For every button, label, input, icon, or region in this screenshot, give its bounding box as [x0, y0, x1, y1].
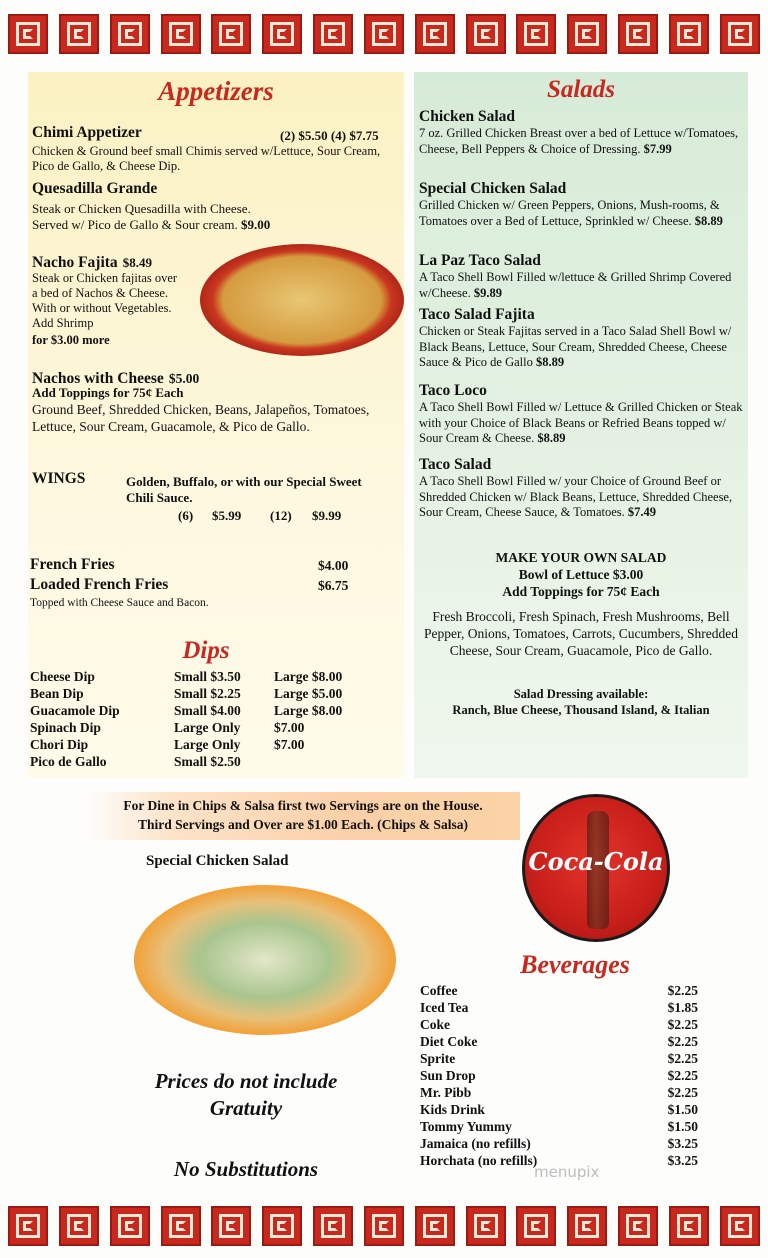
quesadilla-name: Quesadilla Grande	[32, 180, 158, 197]
substitutions-note: No Substitutions	[173, 1157, 319, 1181]
wings-desc: Golden, Buffalo, or with our Special Sweet Chili Sauce.	[126, 474, 362, 505]
nacho-fajita-heading	[32, 252, 152, 272]
border-tile	[211, 1206, 251, 1246]
coca-cola-logo	[522, 794, 670, 942]
make-own-bowl: Bowl of Lettuce $3.00	[518, 567, 644, 582]
dip-row	[30, 736, 384, 753]
beverage-row	[420, 1101, 698, 1118]
salad-desc-row	[419, 270, 745, 301]
border-tile	[415, 1206, 455, 1246]
loaded-fries-desc: Topped with Cheese Sauce and Bacon.	[30, 597, 209, 609]
border-tile	[59, 1206, 99, 1246]
dip-small: Small $2.25	[174, 686, 241, 701]
salad-desc-row	[419, 126, 745, 157]
salad-item	[419, 180, 745, 229]
border-tile	[262, 1206, 302, 1246]
salad-desc: Chicken or Steak Fajitas served in a Taco Salad Shell Bowl w/ Black Beans, Lettuce, Sour Cream, Shredded Cheese, Cheese Sauce & Pico de Gallo	[419, 324, 732, 369]
fries-price: $4.00	[318, 558, 349, 573]
make-own-list: Fresh Broccoli, Fresh Spinach, Fresh Mushrooms, Bell Pepper, Onions, Tomatoes, Carrots, Cucumbers, Shredded Cheese, Sour Cream, Guacamole, Pico de Gallo.	[424, 609, 738, 658]
make-own-title: MAKE YOUR OWN SALAD	[495, 550, 667, 565]
dip-large	[274, 753, 384, 770]
beverage-row	[420, 1016, 698, 1033]
border-tile	[364, 14, 404, 54]
gratuity-note	[110, 1068, 382, 1122]
salad-item	[419, 108, 745, 157]
wings-size-12: (12)	[270, 508, 292, 523]
appetizers-panel	[28, 72, 404, 778]
chips-salsa-banner	[86, 792, 520, 840]
beverage-row	[420, 1067, 698, 1084]
fries-name: French Fries	[30, 556, 115, 573]
nachos-cheese-desc: Ground Beef, Shredded Chicken, Beans, Jalapeños, Tomatoes, Lettuce, Sour Cream, Guacamole, & Pico de Gallo.	[32, 402, 370, 434]
wings-size-6: (6)	[178, 508, 194, 523]
border-tile	[466, 1206, 506, 1246]
salads-title: Salads	[546, 76, 616, 103]
salad-item	[419, 456, 745, 521]
nachos-cheese-toppings: Add Toppings for 75¢ Each	[32, 385, 184, 400]
beverage-name: Sun Drop	[420, 1068, 476, 1083]
border-tile	[466, 14, 506, 54]
border-tile	[313, 1206, 353, 1246]
beverage-price: $1.50	[667, 1102, 698, 1117]
beverages-table	[420, 982, 698, 1169]
nacho-fajita-price: $8.49	[122, 255, 153, 270]
watermark: menupix	[534, 1163, 600, 1181]
beverage-name: Mr. Pibb	[420, 1085, 472, 1100]
wings-price-6: $5.99	[212, 508, 242, 523]
beverage-price: $2.25	[667, 1068, 698, 1083]
border-tile	[669, 14, 709, 54]
dressing-list: Ranch, Blue Cheese, Thousand Island, & Italian	[452, 703, 710, 717]
beverage-row	[420, 1033, 698, 1050]
dip-small: Large Only	[174, 737, 241, 752]
salad-item	[419, 382, 745, 447]
dip-row	[30, 702, 384, 719]
salad-name: La Paz Taco Salad	[419, 252, 541, 269]
wings-name: WINGS	[32, 470, 86, 487]
beverage-name: Iced Tea	[420, 1000, 469, 1015]
appetizers-title: Appetizers	[158, 76, 274, 106]
salad-name: Taco Salad	[419, 456, 492, 473]
salad-desc-row	[419, 324, 745, 371]
beverage-price: $1.50	[667, 1119, 698, 1134]
border-tile	[720, 1206, 760, 1246]
salad-price: $8.89	[536, 355, 565, 369]
dip-name: Bean Dip	[30, 686, 84, 701]
gratuity-line-1: Prices do not include	[154, 1069, 338, 1093]
border-tile	[8, 14, 48, 54]
salad-desc: 7 oz. Grilled Chicken Breast over a bed of Lettuce w/Tomatoes, Cheese, Bell Peppers & Choice of Dressing.	[419, 126, 739, 156]
beverage-name: Jamaica (no refills)	[420, 1136, 531, 1151]
beverage-price: $2.25	[667, 1034, 698, 1049]
beverage-price: $3.25	[667, 1153, 698, 1168]
beverage-name: Coffee	[420, 983, 458, 998]
salad-price: $8.89	[537, 431, 566, 445]
border-tile	[618, 14, 658, 54]
beverage-price: $1.85	[667, 1000, 698, 1015]
beverage-name: Horchata (no refills)	[420, 1153, 538, 1168]
beverage-row	[420, 1050, 698, 1067]
beverage-price: $2.25	[667, 983, 698, 998]
border-tile	[161, 1206, 201, 1246]
special-chicken-salad-photo	[134, 885, 396, 1035]
beverages-title: Beverages	[520, 950, 630, 979]
beverage-name: Coke	[420, 1017, 450, 1032]
border-tile	[720, 14, 760, 54]
beverage-name: Tommy Yummy	[420, 1119, 512, 1134]
border-tile	[59, 14, 99, 54]
border-tile	[567, 14, 607, 54]
salad-name: Chicken Salad	[419, 108, 516, 125]
dip-row	[30, 753, 384, 770]
dips-title: Dips	[182, 637, 230, 664]
beverage-row	[420, 1135, 698, 1152]
quesadilla-price: $9.00	[241, 217, 271, 232]
salad-desc: Grilled Chicken w/ Green Peppers, Onions, Mush-rooms, & Tomatoes over a Bed of Lettuce, Sprinkled w/ Cheese.	[419, 198, 720, 228]
salad-desc: A Taco Shell Bowl Filled w/ Lettuce & Grilled Chicken or Steak with your Choice of Black Beans or Refried Beans topped w/ Sour Cream & Cheese.	[419, 400, 743, 445]
border-tile	[415, 14, 455, 54]
beverage-row	[420, 1084, 698, 1101]
beverage-price: $3.25	[667, 1136, 698, 1151]
border-tile	[110, 14, 150, 54]
dressing-block	[414, 686, 748, 718]
beverage-price: $2.25	[667, 1051, 698, 1066]
border-tile	[262, 14, 302, 54]
salad-desc-row	[419, 400, 745, 447]
salad-desc-row	[419, 198, 745, 229]
dip-small: Small $4.00	[174, 703, 241, 718]
border-tile	[669, 1206, 709, 1246]
dip-large: Large $8.00	[274, 669, 343, 684]
quesadilla-desc1: Steak or Chicken Quesadilla with Cheese.	[32, 201, 251, 216]
dip-name: Guacamole Dip	[30, 703, 120, 718]
nacho-fajita-extra: for $3.00 more	[32, 333, 110, 347]
border-tile	[110, 1206, 150, 1246]
chips-line-1: For Dine in Chips & Salsa first two Servings are on the House.	[123, 798, 483, 813]
photo-caption: Special Chicken Salad	[146, 853, 289, 869]
dip-row	[30, 719, 384, 736]
dip-large: Large $5.00	[274, 686, 343, 701]
top-border	[0, 14, 768, 58]
salad-name: Taco Salad Fajita	[419, 306, 535, 323]
salad-name: Taco Loco	[419, 382, 487, 399]
loaded-fries-name: Loaded French Fries	[30, 576, 169, 593]
border-tile	[516, 14, 556, 54]
beverage-name: Sprite	[420, 1051, 456, 1066]
salad-price: $7.99	[643, 141, 672, 156]
salad-item	[419, 306, 745, 371]
dip-row	[30, 685, 384, 702]
salad-desc-row	[419, 474, 745, 521]
beverage-row	[420, 982, 698, 999]
nacho-fajita-name: Nacho Fajita	[32, 254, 118, 271]
beverage-name: Kids Drink	[420, 1102, 485, 1117]
dip-name: Cheese Dip	[30, 669, 95, 684]
quesadilla-desc2-row	[32, 217, 270, 233]
salad-price: $7.49	[627, 505, 657, 519]
dip-small: Large Only	[174, 720, 241, 735]
salad-item	[419, 252, 745, 301]
dip-large: Large $8.00	[274, 703, 343, 718]
make-own-toppings: Add Toppings for 75¢ Each	[502, 584, 660, 599]
loaded-fries-price: $6.75	[318, 578, 349, 593]
border-tile	[161, 14, 201, 54]
beverage-row	[420, 1118, 698, 1135]
quesadilla-desc2: Served w/ Pico de Gallo & Sour cream.	[32, 217, 238, 232]
dip-small: Small $3.50	[174, 669, 241, 684]
border-tile	[8, 1206, 48, 1246]
border-tile	[516, 1206, 556, 1246]
border-tile	[567, 1206, 607, 1246]
border-tile	[211, 14, 251, 54]
dip-large: $7.00	[274, 737, 305, 752]
nacho-fajita-photo	[200, 244, 404, 356]
beverage-price: $2.25	[667, 1017, 698, 1032]
border-tile	[364, 1206, 404, 1246]
beverage-price: $2.25	[667, 1085, 698, 1100]
beverage-name: Diet Coke	[420, 1034, 478, 1049]
nachos-cheese-name: Nachos with Cheese	[32, 370, 164, 387]
nacho-fajita-desc: Steak or Chicken fajitas over a bed of Nachos & Cheese. With or without Vegetables. Add Shrimp	[32, 271, 178, 330]
wings-price-12: $9.99	[312, 508, 342, 523]
salad-desc: A Taco Shell Bowl Filled w/lettuce & Grilled Shrimp Covered w/Cheese.	[419, 270, 732, 300]
dip-small: Small $2.50	[174, 754, 241, 769]
chimi-name: Chimi Appetizer	[32, 124, 142, 141]
salad-price: $9.89	[473, 285, 502, 300]
dip-large: $7.00	[274, 720, 305, 735]
dip-name: Spinach Dip	[30, 720, 101, 735]
coke-logo-text: Coca-Cola	[528, 847, 664, 876]
chips-line-2: Third Servings and Over are $1.00 Each. (Chips & Salsa)	[138, 817, 468, 832]
make-own-block	[414, 549, 748, 600]
dip-name: Pico de Gallo	[30, 754, 107, 769]
border-tile	[313, 14, 353, 54]
salads-panel	[414, 72, 748, 778]
beverage-row	[420, 999, 698, 1016]
salad-name: Special Chicken Salad	[419, 180, 567, 197]
salad-price: $8.89	[694, 213, 723, 228]
dips-table	[30, 668, 384, 770]
chimi-desc: Chicken & Ground beef small Chimis served w/Lettuce, Sour Cream, Pico de Gallo, & Cheese Dip.	[32, 144, 381, 173]
dip-row	[30, 668, 384, 685]
salad-desc: A Taco Shell Bowl Filled w/ your Choice of Ground Beef or Shredded Chicken w/ Black Beans, Lettuce, Shredded Cheese, Sour Cream, Cheese Sauce, & Tomatoes.	[419, 474, 733, 519]
dip-name: Chori Dip	[30, 737, 89, 752]
border-tile	[618, 1206, 658, 1246]
dressing-title: Salad Dressing available:	[513, 687, 649, 701]
chimi-price: (2) $5.50 (4) $7.75	[280, 128, 379, 143]
gratuity-line-2: Gratuity	[209, 1096, 283, 1120]
nachos-cheese-price: $5.00	[168, 371, 200, 386]
bottom-border	[0, 1206, 768, 1250]
